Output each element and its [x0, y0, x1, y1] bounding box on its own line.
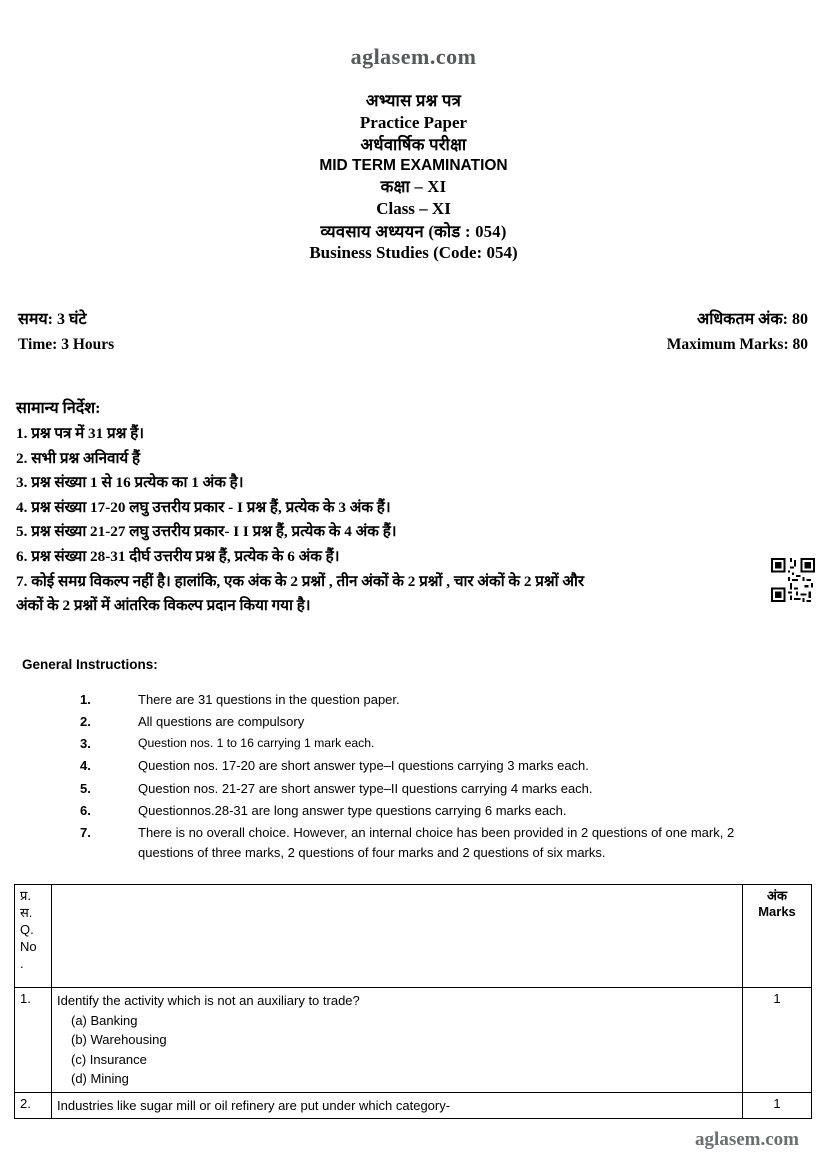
- instruction-en-item: [80, 712, 780, 732]
- instruction-en-text: There is no overall choice. However, an internal choice has been provided in 2 questions of one mark, 2 questions of three marks, 2 questions of four marks and 2 questions of six marks.: [138, 824, 735, 860]
- question-cell: [52, 1092, 743, 1119]
- header-qno-cell: [15, 885, 52, 988]
- question-cell: [52, 988, 743, 1093]
- question-number: 2.: [15, 1092, 52, 1119]
- header-line-practice-paper-hi: अभ्यास प्रश्न पत्र: [365, 91, 462, 110]
- question-marks: 1: [743, 1092, 812, 1119]
- instruction-en-item: [80, 801, 780, 821]
- header-qno-line-1: प्र.: [20, 888, 32, 903]
- header-marks-cell: [743, 885, 812, 988]
- header-question-cell: [52, 885, 743, 988]
- question-option: (d) Mining: [71, 1071, 129, 1086]
- instruction-en-text: Question nos. 17-20 are short answer type–I questions carrying 3 marks each.: [138, 758, 589, 774]
- header-line-midterm-en: MID TERM EXAMINATION: [319, 156, 508, 174]
- instruction-en-item: [80, 756, 780, 776]
- header-marks-en: Marks: [758, 904, 796, 920]
- instruction-en-number: 1.: [80, 692, 91, 707]
- header-line-practice-paper-en: Practice Paper: [359, 112, 468, 132]
- header-line-midterm-hi: अर्धवार्षिक परीक्षा: [360, 135, 467, 155]
- instruction-hi-7: 7. कोई समग्र विकल्प नहीं है। हालांकि, एक अंक के 2 प्रश्नों , तीन अंकों के 2 प्रश्नों , चार अंकों के 2 प्रश्नों और: [16, 572, 585, 590]
- max-marks-hi: अधिकतम अंक: 80: [696, 311, 808, 328]
- header-qno-line-3: Q.: [20, 921, 34, 937]
- qr-code-icon: [771, 558, 815, 602]
- instruction-en-number: 6.: [80, 802, 91, 818]
- instruction-en-number: 5.: [80, 780, 91, 796]
- instruction-hi-4: 4. प्रश्न संख्या 17-20 लघु उत्तरीय प्रकार - I प्रश्न हैं, प्रत्येक के 3 अंक हैं।: [16, 498, 391, 516]
- instruction-en-number: 4.: [80, 758, 91, 774]
- instruction-en-item: [80, 734, 780, 754]
- questions-table: [14, 884, 812, 1119]
- instruction-en-text: Question nos. 1 to 16 carrying 1 mark each.: [138, 736, 375, 751]
- table-row: [15, 1092, 812, 1119]
- general-instructions-hindi-title: सामान्य निर्देश:: [16, 400, 101, 417]
- question-option: (c) Insurance: [71, 1051, 147, 1067]
- exam-marks-block: [667, 308, 808, 357]
- question-marks: 1: [743, 988, 812, 1093]
- header-marks-hi: अंक: [767, 888, 787, 903]
- instruction-hi-7-cont: अंकों के 2 प्रश्नों में आंतरिक विकल्प प्रदान किया गया है।: [16, 597, 311, 615]
- general-instructions-en-list: [80, 690, 780, 865]
- exam-meta-row: [18, 308, 808, 357]
- instruction-en-number: 7.: [80, 824, 91, 840]
- time-en: Time: 3 Hours: [18, 335, 115, 353]
- instruction-en-number: 3.: [80, 736, 91, 752]
- instruction-en-item: [80, 690, 780, 710]
- instruction-hi-5: 5. प्रश्न संख्या 21-27 लघु उत्तरीय प्रकार- I I प्रश्न हैं, प्रत्येक के 4 अंक हैं।: [16, 523, 397, 541]
- exam-header: [0, 90, 827, 265]
- instruction-en-text: Questionnos.28-31 are long answer type questions carrying 6 marks each.: [138, 802, 567, 818]
- question-text: Industries like sugar mill or oil refinery are put under which category-: [57, 1097, 451, 1113]
- instruction-en-text: Question nos. 21-27 are short answer type–II questions carrying 4 marks each.: [138, 780, 593, 796]
- header-qno-line-2: स.: [20, 904, 33, 920]
- instruction-hi-6: 6. प्रश्न संख्या 28-31 दीर्घ उत्तरीय प्रश्न हैं, प्रत्येक के 6 अंक हैं।: [16, 548, 340, 566]
- bottom-brand-watermark: aglasem.com: [695, 1129, 799, 1150]
- question-number: 1.: [15, 988, 52, 1093]
- instruction-en-text: All questions are compulsory: [138, 714, 305, 730]
- instruction-hi-2: 2. सभी प्रश्न अनिवार्य हैं: [16, 449, 141, 467]
- general-instructions-hindi: [16, 396, 810, 619]
- table-row: [15, 988, 812, 1093]
- instruction-hi-3: 3. प्रश्न संख्या 1 से 16 प्रत्येक का 1 अंक है।: [16, 474, 244, 492]
- instruction-en-number: 2.: [80, 714, 91, 730]
- side-watermark: [0, 1023, 2, 1141]
- instruction-hi-1: 1. प्रश्न पत्र में 31 प्रश्न हैं।: [16, 424, 145, 442]
- question-text: Identify the activity which is not an auxiliary to trade?: [57, 993, 360, 1008]
- table-header-row: [15, 885, 812, 988]
- general-instructions-en-title: General Instructions:: [22, 657, 158, 672]
- max-marks-en: Maximum Marks: 80: [666, 335, 808, 353]
- top-brand-watermark: aglasem.com: [350, 44, 477, 69]
- header-qno-line-4: No: [20, 938, 37, 954]
- header-line-class-hi: कक्षा – XI: [380, 177, 447, 197]
- exam-time-block: [18, 308, 114, 357]
- instruction-en-text: There are 31 questions in the question paper.: [138, 692, 400, 707]
- header-line-subject-hi: व्यवसाय अध्ययन (कोड : 054): [320, 221, 507, 241]
- instruction-en-item: [80, 823, 780, 863]
- question-option: (b) Warehousing: [71, 1032, 167, 1047]
- header-qno-line-5: .: [20, 955, 24, 971]
- time-hi: समय: 3 घंटे: [18, 311, 87, 328]
- instruction-en-item: [80, 779, 780, 799]
- header-line-class-en: Class – XI: [376, 199, 451, 219]
- header-line-subject-en: Business Studies (Code: 054): [309, 243, 518, 263]
- question-option: (a) Banking: [71, 1012, 138, 1028]
